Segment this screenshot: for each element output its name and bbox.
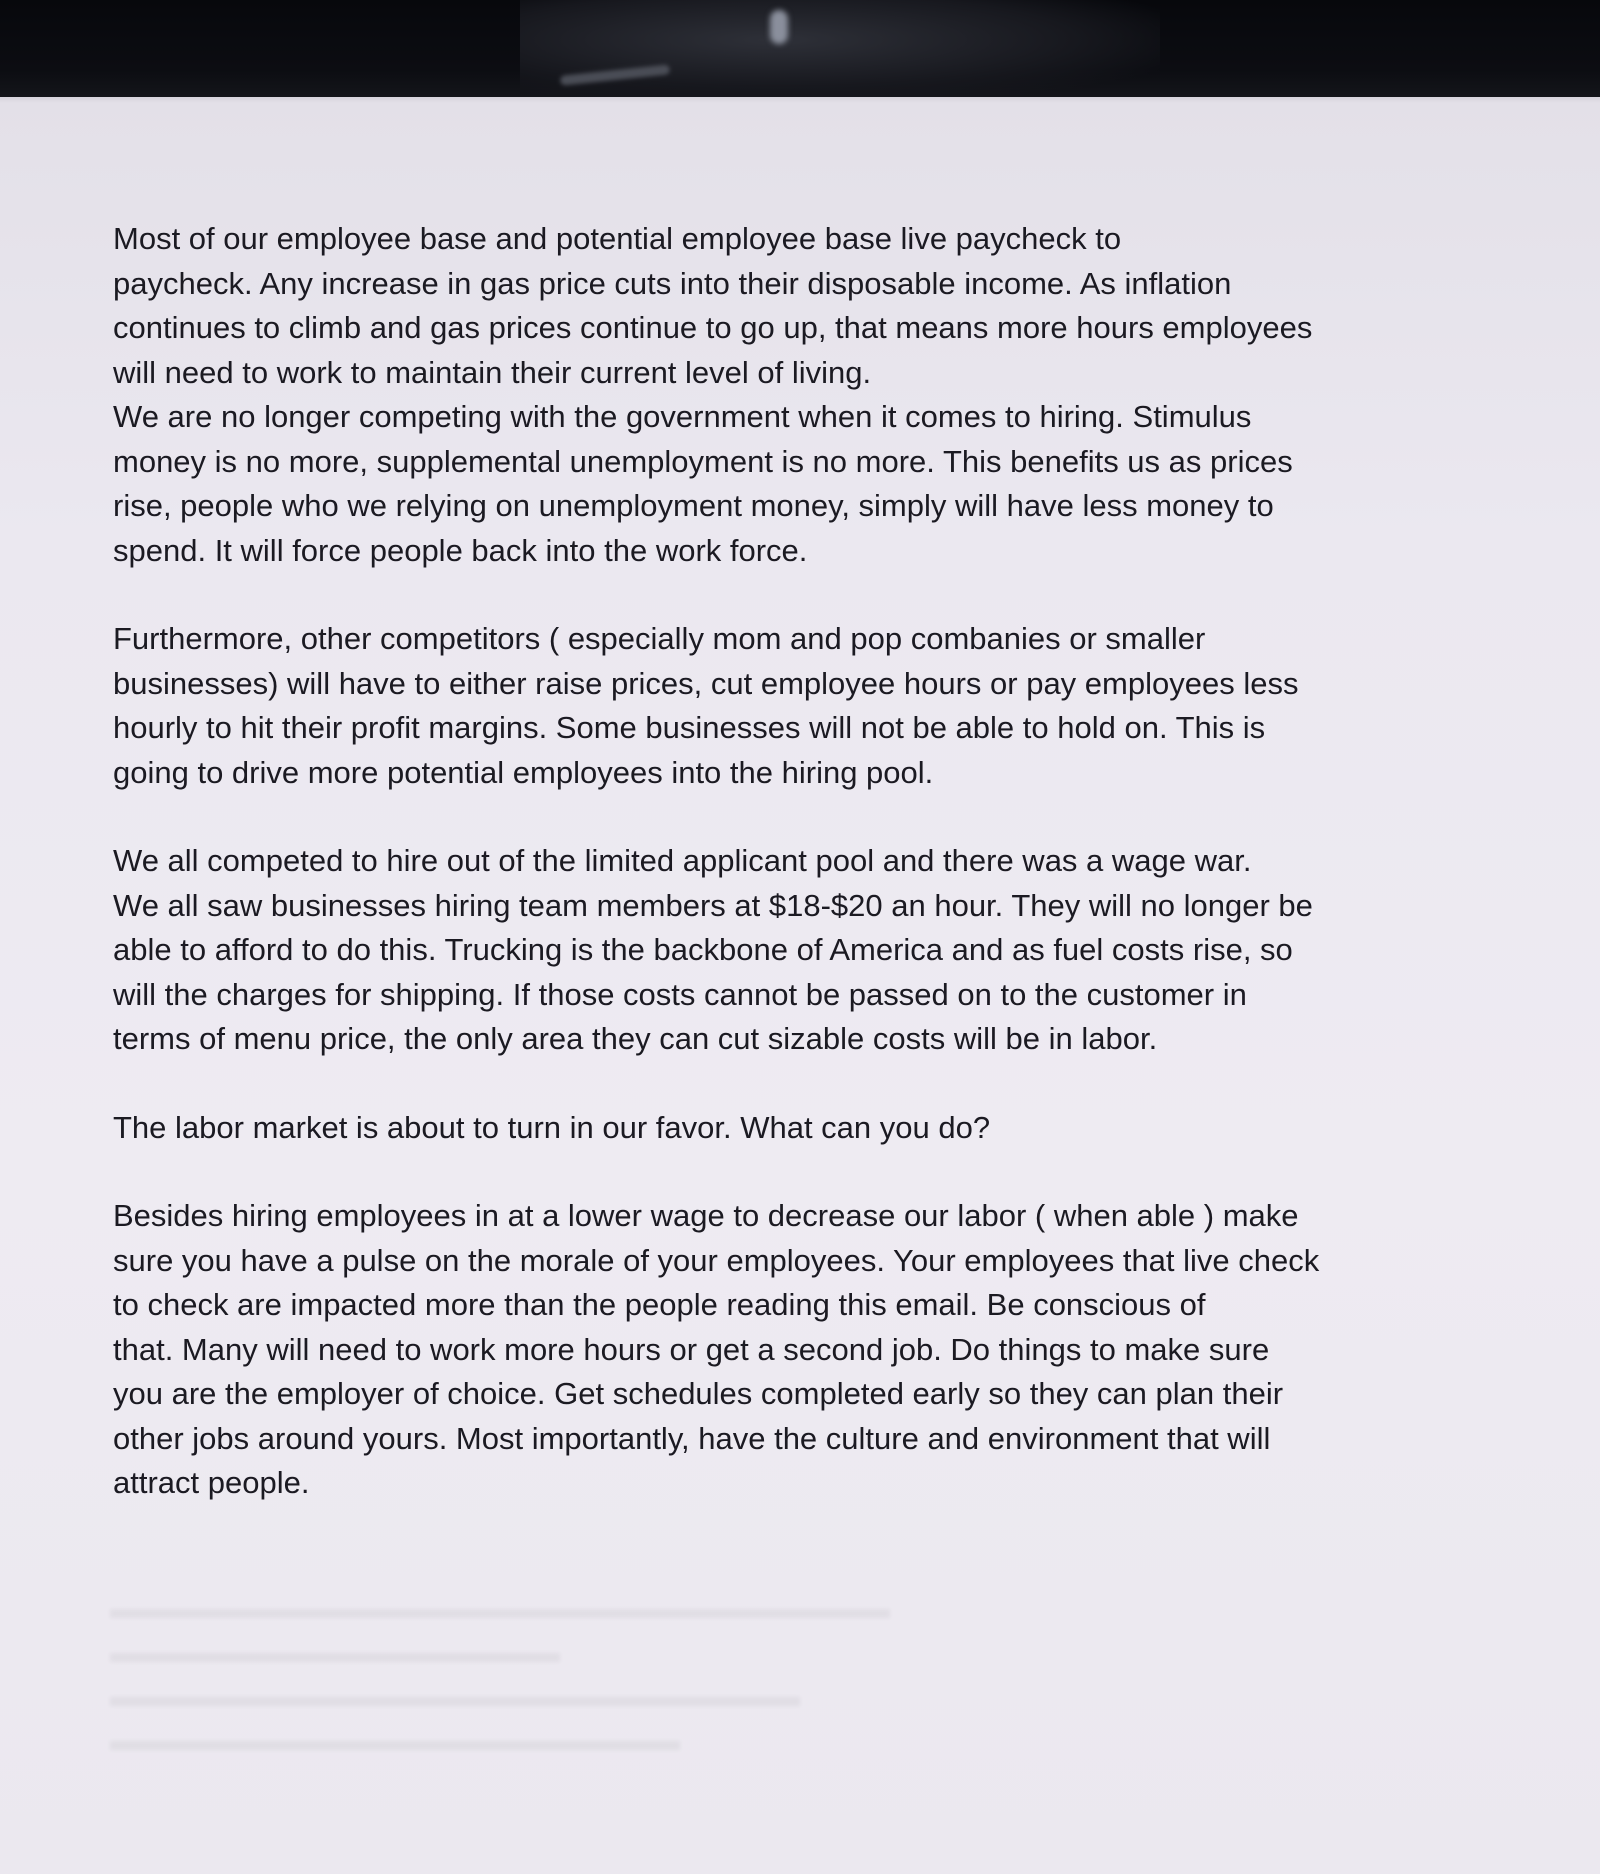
text-line: to check are impacted more than the people reading this email. Be conscious of xyxy=(113,1287,1206,1322)
text-line: We are no longer competing with the government when it comes to hiring. Stimulus xyxy=(113,399,1252,434)
letter-body xyxy=(113,217,1453,1506)
paragraph-4 xyxy=(113,1106,1453,1151)
text-line: you are the employer of choice. Get schedules completed early so they can plan their xyxy=(113,1376,1284,1411)
text-line: will the charges for shipping. If those costs cannot be passed on to the customer in xyxy=(113,976,1247,1012)
background-blur xyxy=(520,0,1160,100)
text-line: other jobs around yours. Most importantly, have the culture and environment that will xyxy=(113,1420,1271,1456)
paper-sheet xyxy=(0,97,1600,1874)
text-line: going to drive more potential employees into the hiring pool. xyxy=(113,754,934,790)
text-line: attract people. xyxy=(113,1465,310,1500)
text-line: continues to climb and gas prices continue to go up, that means more hours employees xyxy=(113,310,1313,345)
text-line: paycheck. Any increase in gas price cuts into their disposable income. As inflation xyxy=(113,265,1232,301)
paragraph-gap xyxy=(113,573,1453,617)
paragraph-1 xyxy=(113,217,1453,573)
text-line: Furthermore, other competitors ( especially mom and pop combanies or smaller xyxy=(113,621,1206,656)
text-line: rise, people who we relying on unemployment money, simply will have less money to xyxy=(113,488,1274,523)
paragraph-gap xyxy=(113,795,1453,839)
reverse-side-bleed-through: ▬▬▬▬▬▬▬▬▬▬▬▬▬▬▬▬▬▬▬▬▬▬▬▬▬▬ ▬▬▬▬▬▬▬▬▬▬▬▬▬▬▬ ▬▬▬▬▬▬▬▬▬▬▬▬▬▬▬▬▬▬▬▬▬▬▬ ▬▬▬▬▬▬▬▬▬▬▬▬▬▬▬▬▬▬▬ xyxy=(110,1592,890,1757)
text-line: terms of menu price, the only area they can cut sizable costs will be in labor. xyxy=(113,1021,1158,1056)
text-line: will need to work to maintain their current level of living. xyxy=(113,354,872,390)
text-line: money is no more, supplemental unemployment is no more. This benefits us as prices xyxy=(113,443,1293,479)
text-line: spend. It will force people back into the work force. xyxy=(113,532,808,568)
dark-background-top xyxy=(0,0,1600,100)
text-line: that. Many will need to work more hours or get a second job. Do things to make sure xyxy=(113,1331,1270,1367)
background-blur-highlight xyxy=(770,10,788,44)
text-line: Most of our employee base and potential employee base live paycheck to xyxy=(113,221,1122,256)
paragraph-3 xyxy=(113,839,1453,1062)
text-line: Besides hiring employees in at a lower wage to decrease our labor ( when able ) make xyxy=(113,1198,1299,1233)
text-line: hourly to hit their profit margins. Some businesses will not be able to hold on. This is xyxy=(113,710,1266,745)
paragraph-gap xyxy=(113,1150,1453,1194)
text-line: We all saw businesses hiring team members at $18-$20 an hour. They will no longer be xyxy=(113,887,1313,923)
text-line: able to afford to do this. Trucking is the backbone of America and as fuel costs rise, so xyxy=(113,932,1293,967)
paragraph-5 xyxy=(113,1194,1453,1506)
text-line: sure you have a pulse on the morale of your employees. Your employees that live check xyxy=(113,1242,1320,1278)
paragraph-gap xyxy=(113,1062,1453,1106)
text-line: We all competed to hire out of the limited applicant pool and there was a wage war. xyxy=(113,843,1252,878)
paragraph-2 xyxy=(113,617,1453,795)
text-line: The labor market is about to turn in our favor. What can you do? xyxy=(113,1109,991,1145)
text-line: businesses) will have to either raise prices, cut employee hours or pay employees less xyxy=(113,665,1299,701)
